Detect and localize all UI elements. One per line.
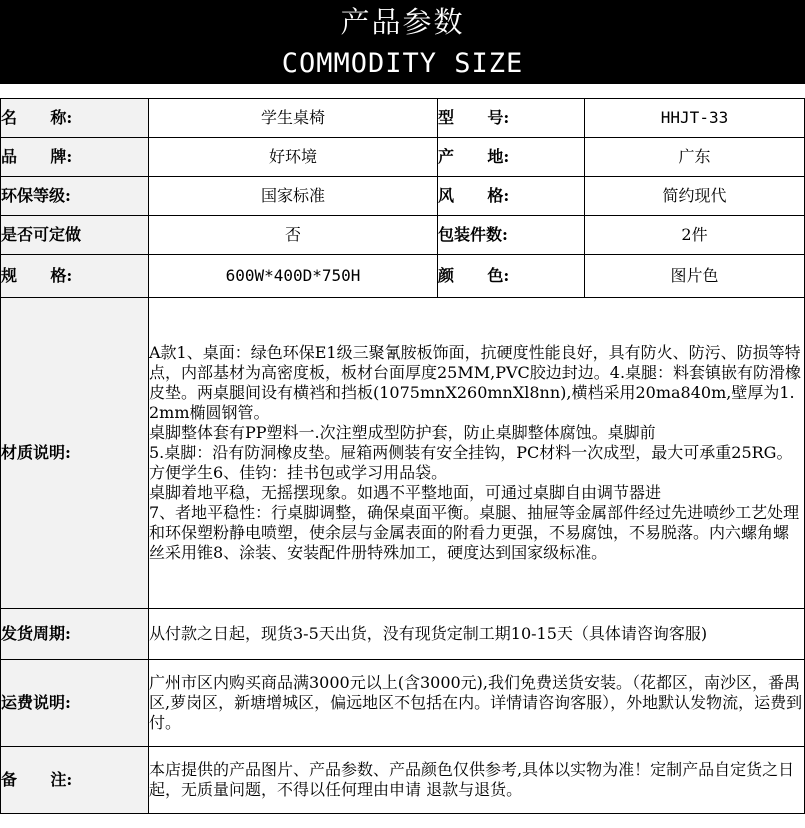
material-label: 材质说明: bbox=[1, 298, 149, 609]
remarks-label: 备 注: bbox=[1, 747, 149, 814]
spec-value: 否 bbox=[149, 216, 438, 255]
spec-label: 包装件数: bbox=[438, 216, 585, 255]
header-spacer bbox=[0, 84, 805, 98]
freight-text: 广州市区内购买商品满3000元以上(含3000元),我们免费送货安装。（花都区，南沙区，番禺区,萝岗区，新塘增城区，偏远地区不包括在内。详情请咨询客服），外地默认发物流，运费到付。 bbox=[149, 660, 805, 747]
header-title-en: COMMODITY SIZE bbox=[281, 48, 524, 79]
spec-value: 好环境 bbox=[149, 138, 438, 177]
spec-value: 600W*400D*750H bbox=[149, 255, 438, 298]
spec-label: 风 格: bbox=[438, 177, 585, 216]
spec-row-dimensions bbox=[1, 255, 805, 298]
spec-label: 产 地: bbox=[438, 138, 585, 177]
spec-row-brand bbox=[1, 138, 805, 177]
spec-row-customizable bbox=[1, 216, 805, 255]
spec-label: 品 牌: bbox=[1, 138, 149, 177]
spec-row-shipping-period bbox=[1, 609, 805, 660]
material-line: 桌脚着地平稳，无摇摆现象。如遇不平整地面，可通过桌脚自由调节器进 bbox=[149, 483, 662, 502]
spec-label: 环保等级: bbox=[1, 177, 149, 216]
spec-value: HHJT-33 bbox=[585, 99, 805, 138]
spec-label: 型 号: bbox=[438, 99, 585, 138]
shipping-period-label: 发货周期: bbox=[1, 609, 149, 660]
remarks-text: 本店提供的产品图片、产品参数、产品颜色仅供参考,具体以实物为准！定制产品自定货之日起，无质量问题，不得以任何理由申请 退款与退货。 bbox=[149, 747, 805, 814]
material-description bbox=[149, 298, 805, 609]
header-title-cn: 产品参数 bbox=[340, 5, 465, 39]
spec-row-remarks bbox=[1, 747, 805, 814]
spec-row-material bbox=[1, 298, 805, 609]
page-header bbox=[0, 0, 805, 84]
spec-label: 是否可定做 bbox=[1, 216, 149, 255]
spec-label: 名 称: bbox=[1, 99, 149, 138]
spec-row-eco-grade bbox=[1, 177, 805, 216]
freight-label: 运费说明: bbox=[1, 660, 149, 747]
material-line: 桌脚整体套有PP塑料一.次注塑成型防护套，防止桌脚整体腐蚀。桌脚前 bbox=[149, 423, 656, 442]
spec-row-freight bbox=[1, 660, 805, 747]
spec-table bbox=[0, 98, 805, 814]
material-line: A款1、桌面：绿色环保E1级三聚氰胺板饰面，抗硬度性能良好，具有防火、防污、防损等特点，内部基材为高密度板，板材台面厚度25MM,PVC胶边封边。4.桌腿：料套镇嵌有防滑橡皮垫。两桌腿间设有横裆和挡板(1075mnX260mnXl8nn),横档采用20ma840m,壁厚为1.2mm椭圆钢管。 bbox=[149, 343, 802, 422]
spec-row-name bbox=[1, 99, 805, 138]
spec-label: 颜 色: bbox=[438, 255, 585, 298]
spec-value: 图片色 bbox=[585, 255, 805, 298]
spec-value: 广东 bbox=[585, 138, 805, 177]
spec-value: 学生桌椅 bbox=[149, 99, 438, 138]
spec-label: 规 格: bbox=[1, 255, 149, 298]
material-line: 7、者地平稳性：行桌脚调整，确保桌面平衡。桌腿、抽屉等金属部件经过先进喷纱工艺处理和环保塑粉静电喷塑，使余层与金属表面的附看力更强，不易腐蚀，不易脱落。内六螺角螺丝采用锥8、涂装、安装配件册特殊加工，硬度达到国家级标准。 bbox=[149, 503, 800, 562]
spec-value: 简约现代 bbox=[585, 177, 805, 216]
shipping-period-text: 从付款之日起，现货3-5天出货，没有现货定制工期10-15天（具体请咨询客服) bbox=[149, 609, 805, 660]
spec-value: 2件 bbox=[585, 216, 805, 255]
spec-value: 国家标准 bbox=[149, 177, 438, 216]
material-line: 5.桌脚：沿有防洞橡皮垫。屉箱两侧装有安全挂钩，PC材料一次成型，最大可承重25RG。方便学生6、佳钧：挂书包或学习用品袋。 bbox=[149, 443, 793, 482]
